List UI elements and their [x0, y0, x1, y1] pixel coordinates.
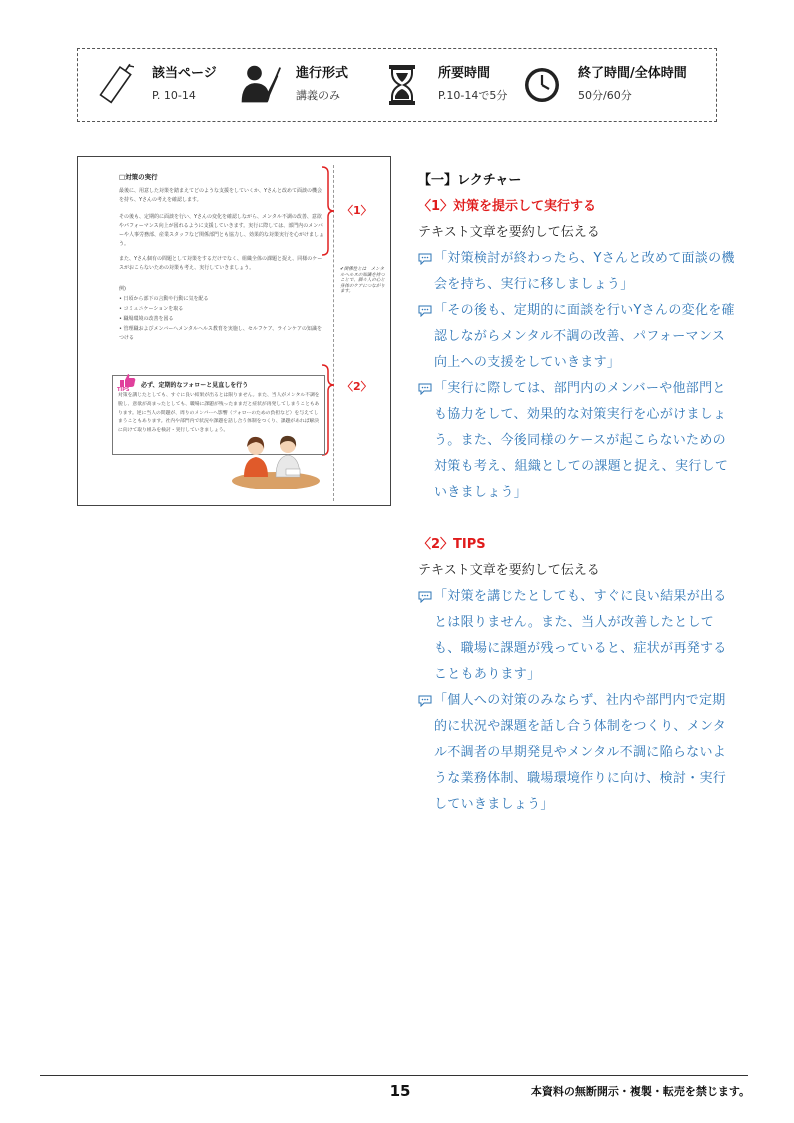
thumb-tips-title: 必ず、定期的なフォローと見直しを行う [141, 382, 249, 389]
info-pages-value: P. 10-14 [152, 89, 196, 102]
sub-heading-2: 〈2〉TIPS [418, 537, 486, 552]
speech-bubble-icon [418, 376, 434, 402]
footer-divider [40, 1075, 748, 1076]
quote-text: 「実行に際しては、部門内のメンバーや他部門とも協力をして、効果的な対策実行を心がけましょう。また、今後同様のケースが起こらないための対策も考え、組織としての課題と捉え、実行していきましょう」 [434, 381, 729, 500]
thumb-title: □対策の実行 [119, 173, 158, 181]
info-format [238, 49, 348, 121]
info-pages [94, 49, 217, 121]
quote-text: 「対策を講じたとしても、すぐに良い結果が出るとは限りません。また、当人が改善したとしても、職場に課題が残っていると、症状が再発することもあります」 [434, 589, 727, 682]
speech-bubble-icon [418, 688, 434, 714]
thumb-side-note: ✔関係性とは メンタルヘルスの知識を持つことで、個々人の心と身体のケアにつながります。 [340, 267, 385, 295]
text-page-thumbnail [77, 156, 391, 506]
quote-text: 「その後も、定期的に面談を行いYさんの変化を確認しながらメンタル不調の改善、パフォーマンス向上への支援をしていきます」 [434, 303, 735, 370]
quote-item [418, 298, 738, 376]
instruction-2: テキスト文章を要約して伝える [418, 563, 600, 578]
thumb-para-1: 最後に、用意した対策を踏まえてどのような支援をしていくか、Yさんと改めて面談の機会を持ち、Yさんの考えを確認します。 [119, 188, 323, 203]
copyright-notice: 本資料の無断開示・複製・転売を禁じます。 [530, 1085, 750, 1098]
quote-item [418, 246, 738, 298]
thumb-example-label: 例) [119, 286, 126, 292]
hourglass-icon [380, 60, 424, 110]
info-end-time-label: 終了時間/全体時間 [578, 66, 687, 81]
quote-item [418, 688, 738, 818]
speech-bubble-icon [418, 584, 434, 610]
bracket-1-label: 〈1〉 [342, 204, 372, 217]
info-format-value: 講義のみ [296, 89, 340, 102]
bracket-2-label: 〈2〉 [342, 380, 372, 393]
info-end-time-value: 50分/60分 [578, 89, 632, 102]
info-duration [380, 49, 507, 121]
bookmark-icon [94, 60, 138, 110]
thumb-example-1: • 日頃から部下の言動や行動に気を配る [119, 296, 209, 302]
thumb-tips-label: TIPS [117, 387, 130, 393]
section-heading: 【一】レクチャー [418, 173, 522, 188]
speech-bubble-icon [418, 298, 434, 324]
lecture-notes [418, 168, 738, 818]
quote-item [418, 584, 738, 688]
info-duration-value: P.10-14で5分 [438, 89, 508, 102]
info-end-time [520, 49, 687, 121]
session-info-box [77, 48, 717, 122]
page-number: 15 [389, 1082, 411, 1100]
thumb-para-2: その後も、定期的に面談を行い、Yさんの変化を確認しながら、メンタル不調の改善、意欲やパフォーマンス向上が図れるように支援していきます。実行に際しては、部門内のメンバーや人事労務部、産業スタッフなど関係部門とも協力し、効果的な対策実行を心がけましょう。 [119, 214, 325, 247]
sub-heading-1: 〈1〉対策を提示して実行する [418, 199, 597, 214]
thumb-example-2: • コミュニケーションを取る [119, 306, 184, 312]
thumb-example-4: • 管理職およびメンバーへメンタルヘルス教育を実施し、セルフケア、ラインケアの知識をつける [119, 326, 323, 341]
meeting-illustration [230, 433, 320, 489]
instruction-1: テキスト文章を要約して伝える [418, 225, 600, 240]
thumb-para-3: また、Yさん個有の問題として対策をするだけでなく、組織全体の課題と捉え、同様のケースがおこらないための対策も考え、実行していきましょう。 [119, 256, 323, 271]
speech-bubble-icon [418, 246, 434, 272]
info-duration-label: 所要時間 [438, 66, 491, 81]
thumbs-up-icon [117, 372, 137, 388]
quote-item [418, 376, 738, 506]
info-pages-label: 該当ページ [152, 66, 217, 81]
thumb-tips-body: 対策を講じたとしても、すぐに良い結果が出るとは限りません。また、当人がメンタル不調を脱し、意欲が高まったとしても、職場に課題が残ったままだと症状が再発してしまうこともあります。逆に当人の問題が、周りのメンバーへ影響（フォローのための負担など）を与えてしまうこともあります。社内や部門内で状況や課題を話し合う体制をつくり、課題があれば解決に向けて取り組みを検討・実行していきましょう。 [118, 393, 320, 434]
clock-icon [520, 60, 564, 110]
lecturer-icon [238, 60, 282, 110]
quote-text: 「対策検討が終わったら、Yさんと改めて面談の機会を持ち、実行に移しましょう」 [434, 251, 735, 292]
thumb-example-3: • 職場環境の改善を図る [119, 316, 174, 322]
info-format-label: 進行形式 [296, 66, 349, 81]
quote-text: 「個人への対策のみならず、社内や部門内で定期的に状況や課題を話し合う体制をつくり、メンタル不調者の早期発見やメンタル不調に陥らないような業務体制、職場環境作りに向け、検討・実行していきましょう」 [434, 693, 727, 812]
